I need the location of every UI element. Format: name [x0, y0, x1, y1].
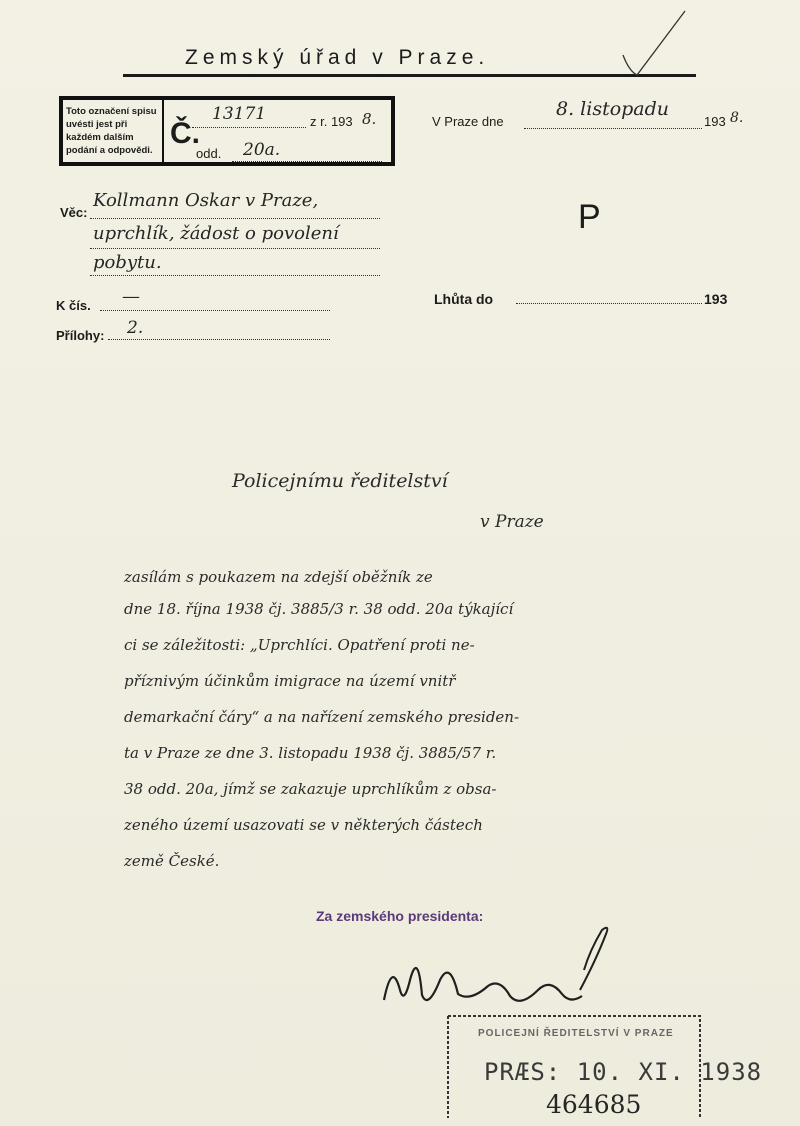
c-prefix: Č.: [170, 117, 200, 150]
lhuta-year: 193: [704, 291, 728, 307]
receipt-number: 464685: [546, 1090, 642, 1119]
reference-box-divider: [162, 96, 164, 166]
letter-line-3: ci se záležitosti: „Uprchlíci. Opatření proti ne-: [124, 636, 475, 654]
file-number: 13171: [212, 104, 267, 124]
addressee-place: v Praze: [480, 512, 544, 532]
office-title: Zemský úřad v Praze.: [185, 46, 490, 69]
prilohy-value: 2.: [127, 318, 144, 338]
check-mark-icon: [615, 5, 695, 80]
vec-line-1: Kollmann Oskar v Praze,: [93, 190, 319, 211]
year-digit: 8.: [362, 110, 377, 128]
handwritten-date: 8. listopadu: [556, 98, 670, 120]
lhuta-label: Lhůta do: [434, 291, 494, 307]
reference-note: Toto označení spisu uvésti jest při každém dalším podání a odpovědi.: [66, 106, 157, 156]
letter-line-4: příznivým účinkům imigrace na území vnitř: [124, 672, 456, 690]
stamp-p: P: [578, 198, 601, 236]
signature: [370, 920, 630, 1020]
letter-line-8: zeného území usazovati se v některých částech: [124, 816, 483, 834]
letter-line-7: 38 odd. 20a, jímž se zakazuje uprchlíkům z obsa-: [124, 780, 497, 798]
letter-line-1: zasílám s poukazem na zdejší oběžník ze: [124, 568, 433, 586]
letter-line-6: ta v Praze ze dne 3. listopadu 1938 čj. 3885/57 r.: [124, 744, 497, 762]
kcis-value: —: [122, 286, 140, 307]
odd-value: 20a.: [243, 140, 281, 160]
letter-line-5: demarkační čáry“ a na nařízení zemského presiden-: [124, 708, 520, 726]
vec-label: Věc:: [60, 205, 88, 220]
title-rule: [123, 74, 696, 77]
president-stamp: Za zemského presidenta:: [316, 908, 484, 924]
vec-line-3: pobytu.: [93, 252, 162, 273]
receipt-stamp-office: POLICEJNÍ ŘEDITELSTVÍ V PRAZE: [478, 1028, 674, 1039]
prilohy-label: Přílohy:: [56, 328, 105, 343]
letter-line-9: země České.: [124, 852, 220, 870]
vec-line-2: uprchlík, žádost o povolení: [93, 223, 339, 244]
addressee: Policejnímu ředitelství: [232, 470, 448, 492]
year-label: z r. 193: [310, 114, 353, 129]
place-date-label: V Praze dne: [432, 114, 504, 129]
place-year-digit: 8.: [730, 110, 744, 126]
odd-label: odd.: [196, 146, 222, 161]
letter-line-2: dne 18. října 1938 čj. 3885/3 r. 38 odd. 20a týkající: [124, 600, 514, 618]
place-year-label: 193: [704, 114, 726, 129]
kcis-label: K čís.: [56, 298, 91, 313]
receipt-stamp-date: PRÆS: 10. XI. 1938: [484, 1058, 763, 1086]
